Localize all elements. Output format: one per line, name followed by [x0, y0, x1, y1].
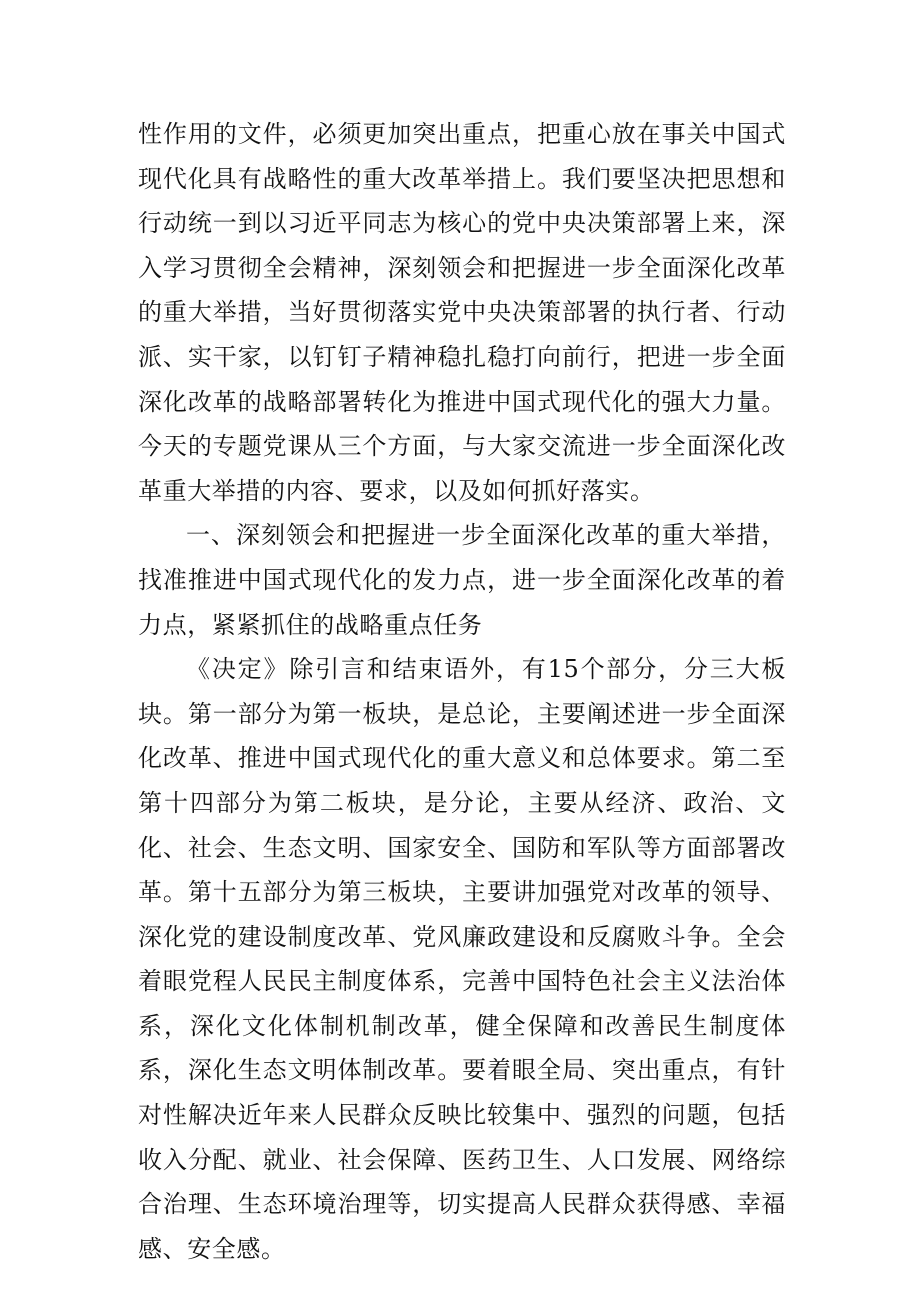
paragraph-decision-structure: 《决定》除引言和结束语外，有15个部分，分三大板块。第一部分为第一板块，是总论，主要阐述进一步全面深化改革、推进中国式现代化的重大意义和总体要求。第二至第十四部分为第二板块，是分论，主要从经济、政治、文化、社会、生态文明、国家安全、国防和军队等方面部署改革。第十五部分为第三板块，主要讲加强党对改革的领导、深化党的建设制度改革、党风廉政建设和反腐败斗争。全会着眼党程人民民主制度体系，完善中国特色社会主义法治体系，深化文化体制机制改革，健全保障和改善民生制度体系，深化生态文明体制改革。要着眼全局、突出重点，有针对性解决近年来人民群众反映比较集中、强烈的问题，包括收入分配、就业、社会保障、医药卫生、人口发展、网络综合治理、生态环境治理等，切实提高人民群众获得感、幸福感、安全感。	[138, 655, 786, 1263]
document-body	[138, 112, 786, 1271]
paragraph-continuation: 性作用的文件，必须更加突出重点，把重心放在事关中国式现代化具有战略性的重大改革举措上。我们要坚决把思想和行动统一到以习近平同志为核心的党中央决策部署上来，深入学习贯彻全会精神，深刻领会和把握进一步全面深化改革的重大举措，当好贯彻落实党中央决策部署的执行者、行动派、实干家，以钉钉子精神稳扎稳打向前行，把进一步全面深化改革的战略部署转化为推进中国式现代化的强大力量。今天的专题党课从三个方面，与大家交流进一步全面深化改革重大举措的内容、要求，以及如何抓好落实。	[138, 120, 786, 505]
section-heading-1: 一、深刻领会和把握进一步全面深化改革的重大举措，找准推进中国式现代化的发力点，进一步全面深化改革的着力点，紧紧抓住的战略重点任务	[138, 521, 786, 639]
